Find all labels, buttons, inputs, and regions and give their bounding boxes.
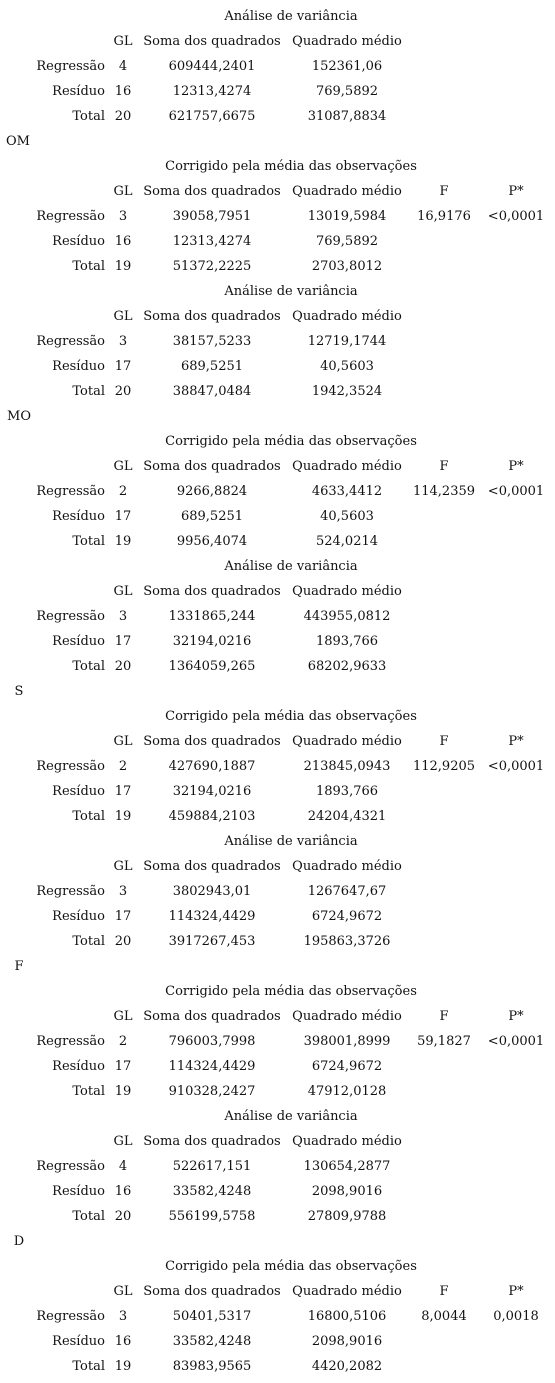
anova-table-row bbox=[0, 79, 555, 104]
column-header: GL bbox=[113, 859, 133, 874]
table-cell: 427690,1887 bbox=[168, 759, 256, 774]
corrected-table-row bbox=[0, 529, 555, 554]
table-cell: 16 bbox=[114, 84, 132, 99]
corrected-table-row bbox=[0, 1354, 555, 1379]
column-header: Soma dos quadrados bbox=[143, 184, 281, 199]
anova-table-row bbox=[0, 654, 555, 679]
table-cell: 19 bbox=[114, 259, 132, 274]
anova-table-row bbox=[0, 629, 555, 654]
table-cell: 3 bbox=[118, 609, 128, 624]
row-label: Total bbox=[72, 1209, 105, 1224]
column-header: Soma dos quadrados bbox=[143, 1134, 281, 1149]
column-header: Quadrado médio bbox=[292, 34, 402, 49]
corrected-header-row bbox=[0, 454, 555, 479]
column-header: Quadrado médio bbox=[292, 1134, 402, 1149]
column-header: Soma dos quadrados bbox=[143, 1009, 281, 1024]
anova-title: Análise de variância bbox=[224, 559, 358, 574]
table-cell: 24204,4321 bbox=[307, 809, 387, 824]
table-cell: 17 bbox=[114, 1059, 132, 1074]
anova-title-row bbox=[0, 554, 555, 579]
anova-table-row bbox=[0, 1179, 555, 1204]
column-header: Quadrado médio bbox=[292, 584, 402, 599]
section-label: D bbox=[13, 1234, 25, 1249]
table-cell: 6724,9672 bbox=[311, 1059, 383, 1074]
column-header: P* bbox=[508, 1284, 524, 1299]
corrected-header-row bbox=[0, 1279, 555, 1304]
table-cell: 522617,151 bbox=[172, 1159, 252, 1174]
row-label: Total bbox=[72, 534, 105, 549]
table-cell: 9266,8824 bbox=[176, 484, 248, 499]
section-label: S bbox=[14, 684, 24, 699]
table-cell: 40,5603 bbox=[320, 359, 374, 374]
table-cell: 33582,4248 bbox=[172, 1334, 252, 1349]
anova-table-row bbox=[0, 904, 555, 929]
table-cell: 3802943,01 bbox=[172, 884, 252, 899]
column-header: Quadrado médio bbox=[292, 859, 402, 874]
corrected-table-row bbox=[0, 1329, 555, 1354]
table-cell: 2703,8012 bbox=[311, 259, 383, 274]
corrected-table-row bbox=[0, 479, 555, 504]
table-cell: 3 bbox=[118, 209, 128, 224]
row-label: Resíduo bbox=[52, 1184, 105, 1199]
table-cell: 1267647,67 bbox=[307, 884, 387, 899]
row-label: Resíduo bbox=[52, 359, 105, 374]
column-header: Quadrado médio bbox=[292, 184, 402, 199]
corrected-title-row bbox=[0, 704, 555, 729]
table-cell: 689,5251 bbox=[180, 359, 244, 374]
row-label: Resíduo bbox=[52, 909, 105, 924]
table-cell: 19 bbox=[114, 809, 132, 824]
row-label: Resíduo bbox=[52, 784, 105, 799]
corrected-table-row bbox=[0, 254, 555, 279]
table-cell: 16 bbox=[114, 1184, 132, 1199]
table-cell: 524,0214 bbox=[315, 534, 379, 549]
row-label: Total bbox=[72, 659, 105, 674]
corrected-table-row bbox=[0, 1029, 555, 1054]
table-cell: 16 bbox=[114, 234, 132, 249]
table-cell: 2 bbox=[118, 484, 128, 499]
column-header: GL bbox=[113, 1284, 133, 1299]
corrected-table-row bbox=[0, 754, 555, 779]
column-header: Quadrado médio bbox=[292, 459, 402, 474]
section-label: OM bbox=[6, 134, 30, 149]
table-cell: 2 bbox=[118, 1034, 128, 1049]
table-cell: 19 bbox=[114, 1359, 132, 1374]
table-cell: <0,0001 bbox=[487, 1034, 545, 1049]
anova-header-row bbox=[0, 29, 555, 54]
anova-header-row bbox=[0, 579, 555, 604]
table-cell: 443955,0812 bbox=[303, 609, 391, 624]
corrected-title: Corrigido pela média das observações bbox=[165, 984, 417, 999]
anova-title-row bbox=[0, 829, 555, 854]
corrected-title-row bbox=[0, 1254, 555, 1279]
column-header: P* bbox=[508, 459, 524, 474]
row-label: Resíduo bbox=[52, 509, 105, 524]
row-label: Resíduo bbox=[52, 234, 105, 249]
corrected-title-row bbox=[0, 429, 555, 454]
table-cell: 19 bbox=[114, 1084, 132, 1099]
column-header: F bbox=[439, 459, 449, 474]
table-cell: 38157,5233 bbox=[172, 334, 252, 349]
table-cell: 40,5603 bbox=[320, 509, 374, 524]
column-header: Quadrado médio bbox=[292, 734, 402, 749]
table-cell: 1893,766 bbox=[315, 784, 379, 799]
table-cell: 114324,4429 bbox=[168, 909, 256, 924]
row-label: Regressão bbox=[36, 884, 105, 899]
table-cell: 38847,0484 bbox=[172, 384, 252, 399]
table-cell: 59,1827 bbox=[417, 1034, 471, 1049]
corrected-table-row bbox=[0, 504, 555, 529]
table-cell: 689,5251 bbox=[180, 509, 244, 524]
table-cell: 130654,2877 bbox=[303, 1159, 391, 1174]
table-cell: 195863,3726 bbox=[303, 934, 391, 949]
column-header: Soma dos quadrados bbox=[143, 309, 281, 324]
corrected-header-row bbox=[0, 179, 555, 204]
table-cell: 621757,6675 bbox=[168, 109, 256, 124]
table-cell: 20 bbox=[114, 934, 132, 949]
column-header: P* bbox=[508, 734, 524, 749]
corrected-header-row bbox=[0, 729, 555, 754]
anova-table-row bbox=[0, 1154, 555, 1179]
table-cell: <0,0001 bbox=[487, 209, 545, 224]
table-cell: 13019,5984 bbox=[307, 209, 387, 224]
anova-title: Análise de variância bbox=[224, 9, 358, 24]
table-cell: 17 bbox=[114, 634, 132, 649]
row-label: Resíduo bbox=[52, 84, 105, 99]
table-cell: 12313,4274 bbox=[172, 84, 252, 99]
column-header: Soma dos quadrados bbox=[143, 34, 281, 49]
table-cell: 1942,3524 bbox=[311, 384, 383, 399]
table-cell: 47912,0128 bbox=[307, 1084, 387, 1099]
anova-table-row bbox=[0, 379, 555, 404]
anova-table-row bbox=[0, 54, 555, 79]
table-cell: 112,9205 bbox=[412, 759, 476, 774]
row-label: Regressão bbox=[36, 484, 105, 499]
column-header: Quadrado médio bbox=[292, 309, 402, 324]
table-cell: 4420,2082 bbox=[311, 1359, 383, 1374]
column-header: P* bbox=[508, 1009, 524, 1024]
row-label: Resíduo bbox=[52, 1334, 105, 1349]
corrected-title: Corrigido pela média das observações bbox=[165, 434, 417, 449]
table-cell: 4 bbox=[118, 59, 128, 74]
row-label: Total bbox=[72, 384, 105, 399]
table-cell: 12719,1744 bbox=[307, 334, 387, 349]
column-header: F bbox=[439, 1009, 449, 1024]
table-cell: 50401,5317 bbox=[172, 1309, 252, 1324]
section-label-row bbox=[0, 954, 555, 979]
table-cell: 213845,0943 bbox=[303, 759, 391, 774]
table-cell: 4 bbox=[118, 1159, 128, 1174]
column-header: Soma dos quadrados bbox=[143, 859, 281, 874]
anova-title: Análise de variância bbox=[224, 834, 358, 849]
table-cell: 83983,9565 bbox=[172, 1359, 252, 1374]
table-cell: 556199,5758 bbox=[168, 1209, 256, 1224]
column-header: GL bbox=[113, 34, 133, 49]
table-cell: 2 bbox=[118, 759, 128, 774]
section-label: MO bbox=[7, 409, 31, 424]
corrected-title: Corrigido pela média das observações bbox=[165, 159, 417, 174]
row-label: Resíduo bbox=[52, 1059, 105, 1074]
column-header: GL bbox=[113, 459, 133, 474]
table-cell: 3917267,453 bbox=[168, 934, 256, 949]
row-label: Regressão bbox=[36, 609, 105, 624]
anova-table-row bbox=[0, 354, 555, 379]
section-label: F bbox=[14, 959, 24, 974]
column-header: GL bbox=[113, 734, 133, 749]
table-cell: 2098,9016 bbox=[311, 1334, 383, 1349]
column-header: Quadrado médio bbox=[292, 1009, 402, 1024]
table-cell: 17 bbox=[114, 359, 132, 374]
table-cell: 459884,2103 bbox=[168, 809, 256, 824]
table-cell: 114,2359 bbox=[412, 484, 476, 499]
table-cell: 8,0044 bbox=[421, 1309, 467, 1324]
anova-table-row bbox=[0, 604, 555, 629]
table-cell: 9956,4074 bbox=[176, 534, 248, 549]
column-header: F bbox=[439, 1284, 449, 1299]
row-label: Total bbox=[72, 809, 105, 824]
table-cell: 910328,2427 bbox=[168, 1084, 256, 1099]
corrected-title-row bbox=[0, 979, 555, 1004]
table-cell: 3 bbox=[118, 334, 128, 349]
table-cell: 12313,4274 bbox=[172, 234, 252, 249]
table-cell: 2098,9016 bbox=[311, 1184, 383, 1199]
table-cell: 0,0018 bbox=[493, 1309, 539, 1324]
column-header: GL bbox=[113, 184, 133, 199]
column-header: GL bbox=[113, 584, 133, 599]
column-header: F bbox=[439, 184, 449, 199]
table-cell: 3 bbox=[118, 884, 128, 899]
row-label: Total bbox=[72, 934, 105, 949]
corrected-table-row bbox=[0, 1079, 555, 1104]
column-header: Soma dos quadrados bbox=[143, 459, 281, 474]
table-cell: <0,0001 bbox=[487, 759, 545, 774]
row-label: Regressão bbox=[36, 209, 105, 224]
table-cell: 19 bbox=[114, 534, 132, 549]
table-cell: 32194,0216 bbox=[172, 784, 252, 799]
table-cell: 769,5892 bbox=[315, 234, 379, 249]
row-label: Regressão bbox=[36, 1159, 105, 1174]
table-cell: <0,0001 bbox=[487, 484, 545, 499]
table-cell: 27809,9788 bbox=[307, 1209, 387, 1224]
corrected-table-row bbox=[0, 1054, 555, 1079]
corrected-header-row bbox=[0, 1004, 555, 1029]
anova-table-row bbox=[0, 1204, 555, 1229]
table-cell: 20 bbox=[114, 109, 132, 124]
table-cell: 152361,06 bbox=[311, 59, 383, 74]
table-cell: 17 bbox=[114, 784, 132, 799]
anova-header-row bbox=[0, 854, 555, 879]
corrected-table-row bbox=[0, 804, 555, 829]
table-cell: 769,5892 bbox=[315, 84, 379, 99]
row-label: Total bbox=[72, 1359, 105, 1374]
table-cell: 1893,766 bbox=[315, 634, 379, 649]
column-header: Quadrado médio bbox=[292, 1284, 402, 1299]
table-cell: 51372,2225 bbox=[172, 259, 252, 274]
table-cell: 17 bbox=[114, 909, 132, 924]
anova-title: Análise de variância bbox=[224, 1109, 358, 1124]
table-cell: 32194,0216 bbox=[172, 634, 252, 649]
section-label-row bbox=[0, 404, 555, 429]
anova-header-row bbox=[0, 304, 555, 329]
table-cell: 4633,4412 bbox=[311, 484, 383, 499]
table-cell: 20 bbox=[114, 384, 132, 399]
corrected-table-row bbox=[0, 779, 555, 804]
anova-table-row bbox=[0, 879, 555, 904]
row-label: Resíduo bbox=[52, 634, 105, 649]
column-header: GL bbox=[113, 1009, 133, 1024]
table-cell: 16 bbox=[114, 1334, 132, 1349]
column-header: Soma dos quadrados bbox=[143, 584, 281, 599]
column-header: Soma dos quadrados bbox=[143, 734, 281, 749]
table-cell: 796003,7998 bbox=[168, 1034, 256, 1049]
table-cell: 114324,4429 bbox=[168, 1059, 256, 1074]
column-header: F bbox=[439, 734, 449, 749]
table-cell: 1364059,265 bbox=[168, 659, 256, 674]
corrected-title: Corrigido pela média das observações bbox=[165, 1259, 417, 1274]
row-label: Regressão bbox=[36, 759, 105, 774]
corrected-table-row bbox=[0, 229, 555, 254]
anova-header-row bbox=[0, 1129, 555, 1154]
row-label: Regressão bbox=[36, 1309, 105, 1324]
row-label: Total bbox=[72, 109, 105, 124]
table-cell: 68202,9633 bbox=[307, 659, 387, 674]
column-header: Soma dos quadrados bbox=[143, 1284, 281, 1299]
table-cell: 33582,4248 bbox=[172, 1184, 252, 1199]
table-cell: 20 bbox=[114, 659, 132, 674]
table-cell: 1331865,244 bbox=[168, 609, 256, 624]
row-label: Regressão bbox=[36, 334, 105, 349]
table-cell: 31087,8834 bbox=[307, 109, 387, 124]
anova-table-row bbox=[0, 329, 555, 354]
row-label: Total bbox=[72, 1084, 105, 1099]
anova-table-row bbox=[0, 929, 555, 954]
column-header: GL bbox=[113, 309, 133, 324]
section-label-row bbox=[0, 129, 555, 154]
table-cell: 398001,8999 bbox=[303, 1034, 391, 1049]
anova-table-row bbox=[0, 104, 555, 129]
row-label: Total bbox=[72, 259, 105, 274]
anova-title: Análise de variância bbox=[224, 284, 358, 299]
table-cell: 609444,2401 bbox=[168, 59, 256, 74]
column-header: GL bbox=[113, 1134, 133, 1149]
anova-title-row bbox=[0, 279, 555, 304]
corrected-table-row bbox=[0, 204, 555, 229]
section-label-row bbox=[0, 679, 555, 704]
corrected-table-row bbox=[0, 1304, 555, 1329]
table-cell: 20 bbox=[114, 1209, 132, 1224]
table-cell: 39058,7951 bbox=[172, 209, 252, 224]
corrected-title-row bbox=[0, 154, 555, 179]
anova-title-row bbox=[0, 1104, 555, 1129]
row-label: Regressão bbox=[36, 59, 105, 74]
section-label-row bbox=[0, 1229, 555, 1254]
table-cell: 16,9176 bbox=[417, 209, 471, 224]
table-cell: 17 bbox=[114, 509, 132, 524]
column-header: P* bbox=[508, 184, 524, 199]
table-cell: 6724,9672 bbox=[311, 909, 383, 924]
corrected-title: Corrigido pela média das observações bbox=[165, 709, 417, 724]
table-cell: 16800,5106 bbox=[307, 1309, 387, 1324]
anova-title-row bbox=[0, 4, 555, 29]
row-label: Regressão bbox=[36, 1034, 105, 1049]
table-cell: 3 bbox=[118, 1309, 128, 1324]
